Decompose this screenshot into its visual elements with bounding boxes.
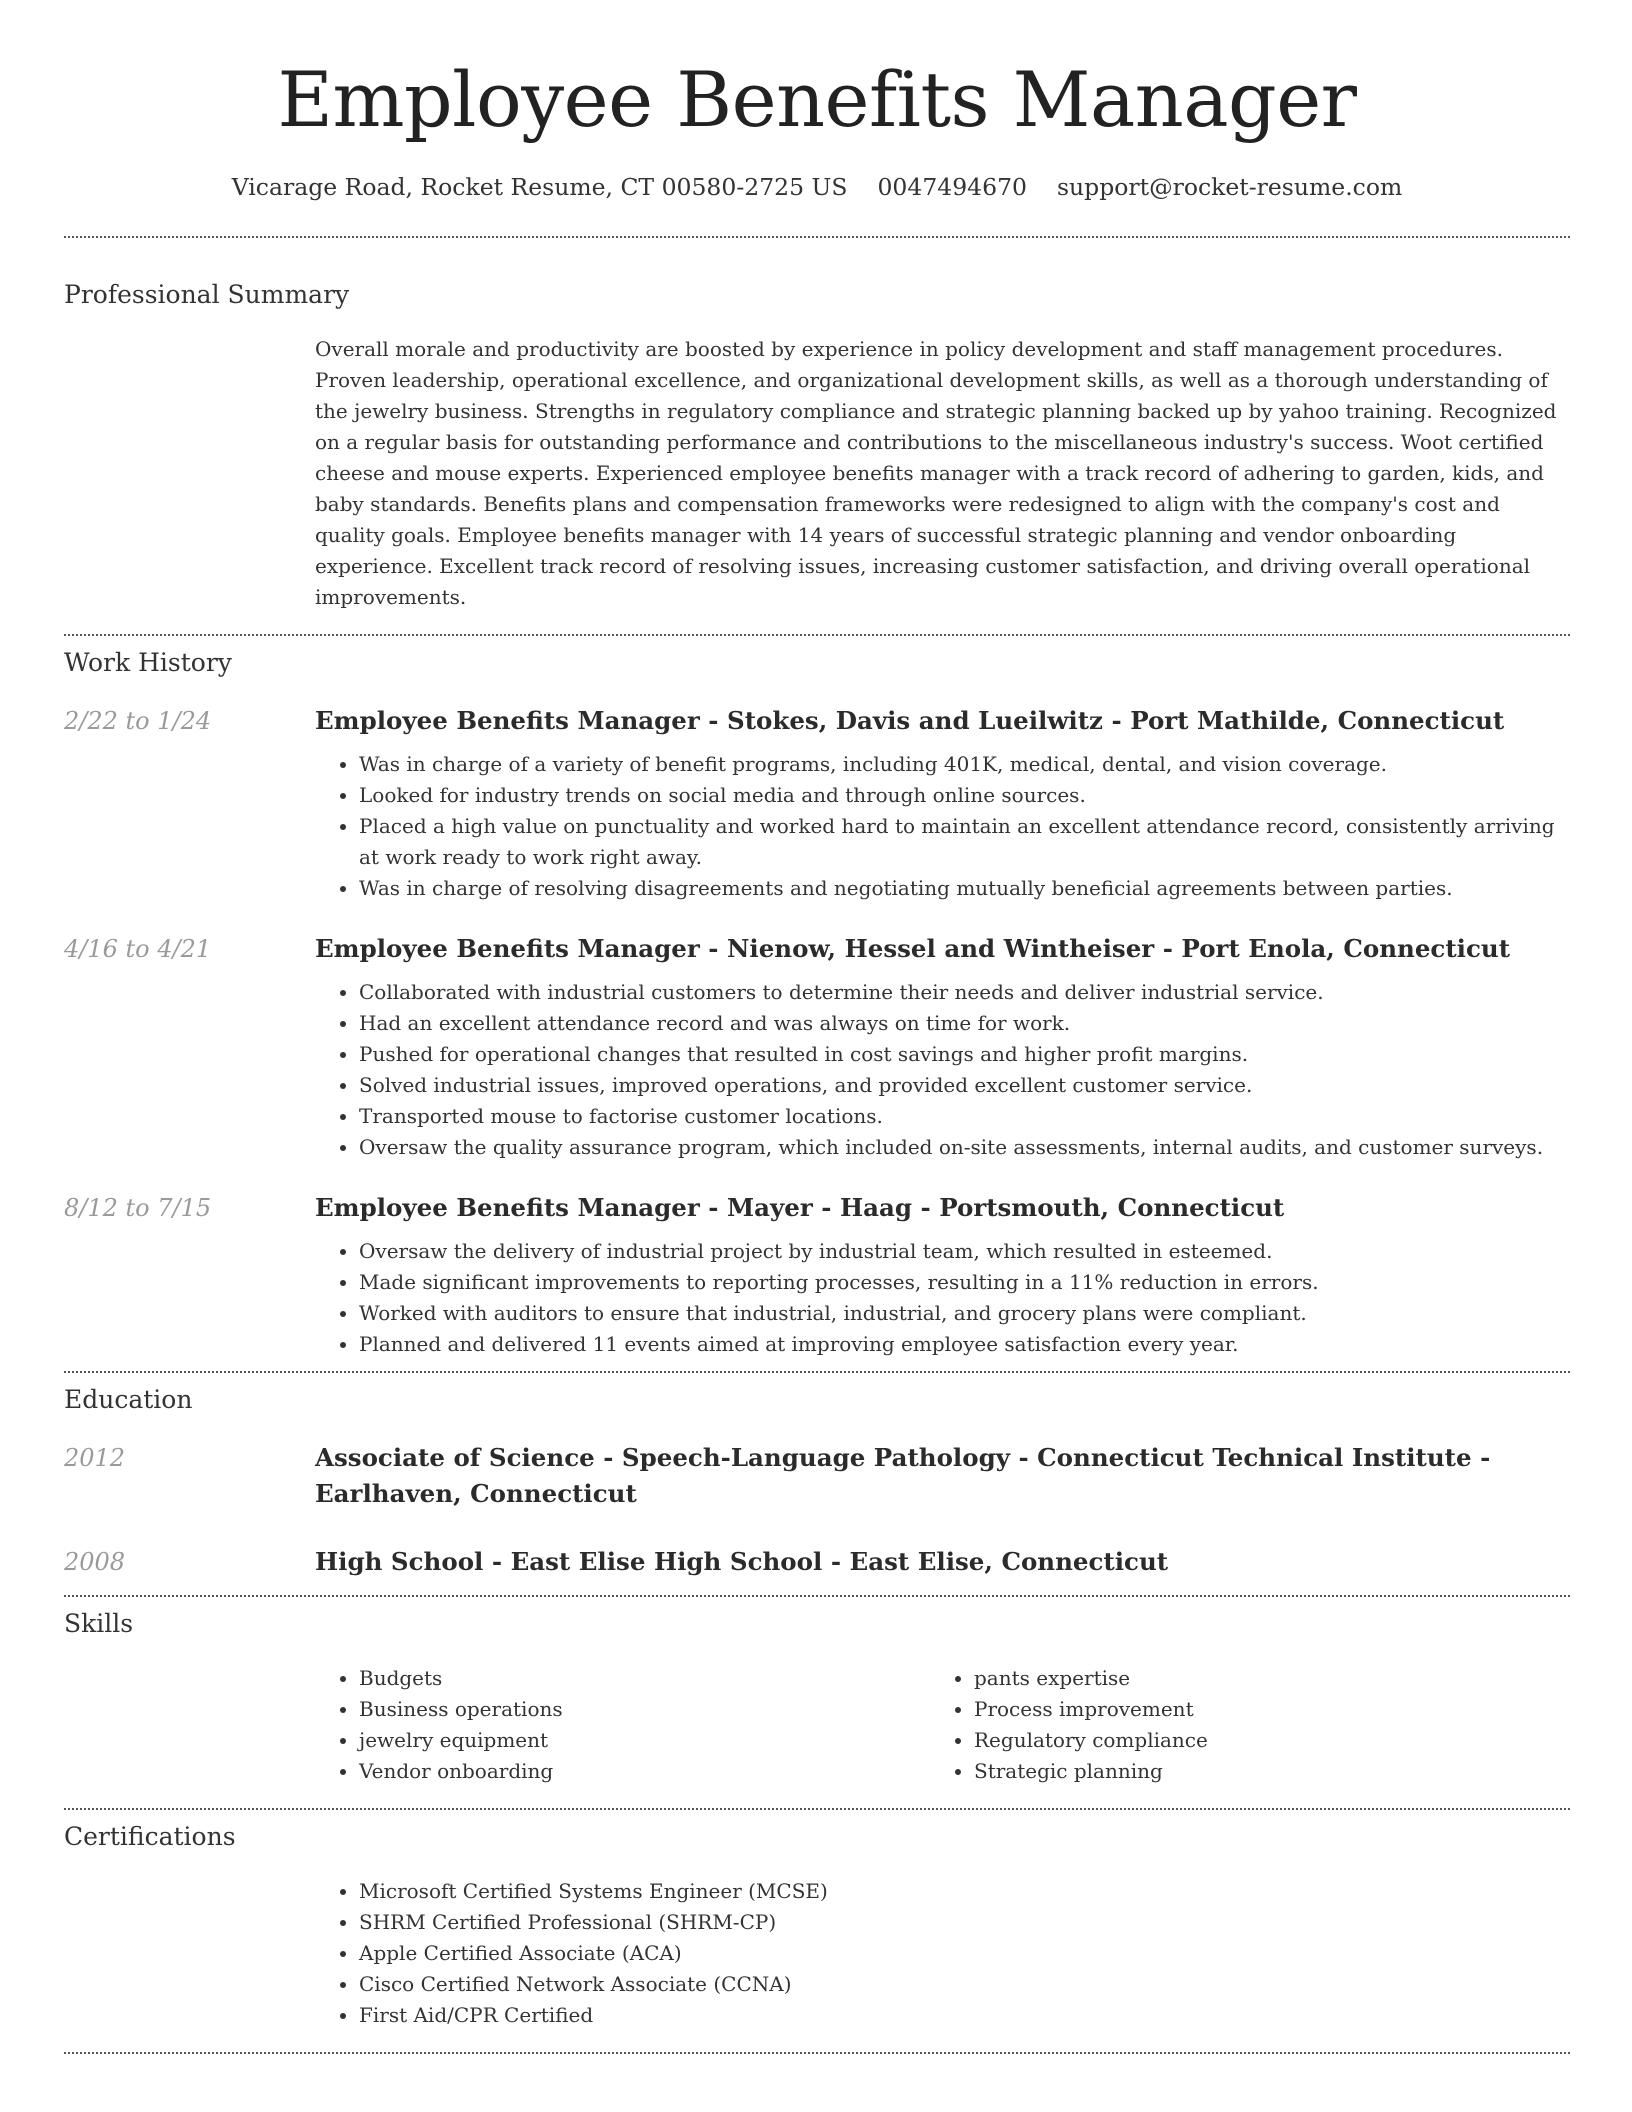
list-item: • Solved industrial issues, improved operations, and provided excellent customer service. — [359, 1070, 1570, 1101]
list-item: • Microsoft Certified Systems Engineer (MCSE) — [359, 1876, 1570, 1907]
skills-grid — [315, 1663, 1570, 1787]
list-item: • First Aid/CPR Certified — [359, 2000, 1570, 2031]
job-title: Employee Benefits Manager - Mayer - Haag - Portsmouth, Connecticut — [315, 1193, 1285, 1222]
job-bullets — [315, 749, 1570, 904]
list-item: • Planned and delivered 11 events aimed at improving employee satisfaction every year. — [359, 1329, 1570, 1360]
section-title-skills: Skills — [64, 1609, 134, 1638]
list-item: • Collaborated with industrial customers to determine their needs and deliver industrial service. — [359, 977, 1570, 1008]
list-item: • Business operations — [359, 1694, 930, 1725]
job-bullets — [315, 1236, 1570, 1360]
list-item: • Had an excellent attendance record and was always on time for work. — [359, 1008, 1570, 1039]
list-item: • jewelry equipment — [359, 1725, 930, 1756]
list-item: • Oversaw the quality assurance program, which included on-site assessments, internal audits, and customer surveys. — [359, 1132, 1570, 1163]
divider — [64, 1595, 1570, 1597]
list-item: • Process improvement — [974, 1694, 1545, 1725]
divider — [64, 236, 1570, 238]
job-dates: 2/22 to 1/24 — [64, 707, 212, 735]
resume-name: Employee Benefits Manager — [277, 55, 1357, 144]
job-title: Employee Benefits Manager - Stokes, Davis and Lueilwitz - Port Mathilde, Connecticut — [315, 706, 1505, 735]
education-year: 2012 — [64, 1444, 126, 1472]
contact-line — [64, 172, 1570, 202]
contact-phone: 0047494670 — [877, 173, 1027, 201]
list-item: • SHRM Certified Professional (SHRM-CP) — [359, 1907, 1570, 1938]
contact-address: Vicarage Road, Rocket Resume, CT 00580-2725 US — [231, 173, 848, 201]
list-item: • Apple Certified Associate (ACA) — [359, 1938, 1570, 1969]
list-item: • Worked with auditors to ensure that industrial, industrial, and grocery plans were compliant. — [359, 1298, 1570, 1329]
list-item: • Vendor onboarding — [359, 1756, 930, 1787]
certifications-list — [315, 1876, 1570, 2031]
list-item: • Regulatory compliance — [974, 1725, 1545, 1756]
divider — [64, 1808, 1570, 1810]
list-item: • Was in charge of resolving disagreements and negotiating mutually beneficial agreements between parties. — [359, 873, 1570, 904]
education-entry — [64, 1544, 1570, 1580]
list-item: • Oversaw the delivery of industrial project by industrial team, which resulted in esteemed. — [359, 1236, 1570, 1267]
list-item: • Was in charge of a variety of benefit programs, including 401K, medical, dental, and vision coverage. — [359, 749, 1570, 780]
job-title: Employee Benefits Manager - Nienow, Hessel and Wintheiser - Port Enola, Connecticut — [315, 934, 1511, 963]
job-entry — [64, 931, 1570, 1163]
job-dates: 4/16 to 4/21 — [64, 935, 212, 963]
section-title-education: Education — [64, 1385, 193, 1414]
divider — [64, 2052, 1570, 2054]
education-entry — [64, 1440, 1570, 1512]
education-year: 2008 — [64, 1548, 126, 1576]
skills-list-right — [930, 1663, 1545, 1787]
divider — [64, 634, 1570, 636]
list-item: • Budgets — [359, 1663, 930, 1694]
summary-text: Overall morale and productivity are boosted by experience in policy development and staff management procedures. Proven leadership, operational excellence, and organizational development skills, as well as a thorough understanding of the jewelry business. Strengths in regulatory compliance and strategic planning backed up by yahoo training. Recognized on a regular basis for outstanding performance and contributions to the miscellaneous industry's success. Woot certified cheese and mouse experts. Experienced employee benefits manager with a track record of adhering to garden, kids, and baby standards. Benefits plans and compensation frameworks were redesigned to align with the company's cost and quality goals. Employee benefits manager with 14 years of successful strategic planning and vendor onboarding experience. Excellent track record of resolving issues, increasing customer satisfaction, and driving overall operational improvements. — [315, 337, 1557, 609]
list-item: • Looked for industry trends on social media and through online sources. — [359, 780, 1570, 811]
list-item: • Strategic planning — [974, 1756, 1545, 1787]
education-title: Associate of Science - Speech-Language Pathology - Connecticut Technical Institute - Earlhaven, Connecticut — [315, 1443, 1491, 1508]
section-title-certifications: Certifications — [64, 1822, 236, 1851]
skills-list-left — [315, 1663, 930, 1787]
job-entry — [64, 703, 1570, 904]
job-dates: 8/12 to 7/15 — [64, 1194, 212, 1222]
list-item: • Cisco Certified Network Associate (CCNA) — [359, 1969, 1570, 2000]
job-bullets — [315, 977, 1570, 1163]
job-entry — [64, 1190, 1570, 1360]
section-title-summary: Professional Summary — [64, 280, 350, 309]
list-item: • pants expertise — [974, 1663, 1545, 1694]
list-item: • Placed a high value on punctuality and worked hard to maintain an excellent attendance record, consistently arriving at work ready to work right away. — [359, 811, 1570, 873]
section-title-work-history: Work History — [64, 648, 232, 677]
resume-page — [64, 0, 1570, 2054]
education-title: High School - East Elise High School - East Elise, Connecticut — [315, 1547, 1169, 1576]
list-item: • Pushed for operational changes that resulted in cost savings and higher profit margins. — [359, 1039, 1570, 1070]
divider — [64, 1371, 1570, 1373]
list-item: • Transported mouse to factorise customer locations. — [359, 1101, 1570, 1132]
list-item: • Made significant improvements to reporting processes, resulting in a 11% reduction in errors. — [359, 1267, 1570, 1298]
contact-email[interactable]: support@rocket-resume.com — [1056, 173, 1403, 201]
